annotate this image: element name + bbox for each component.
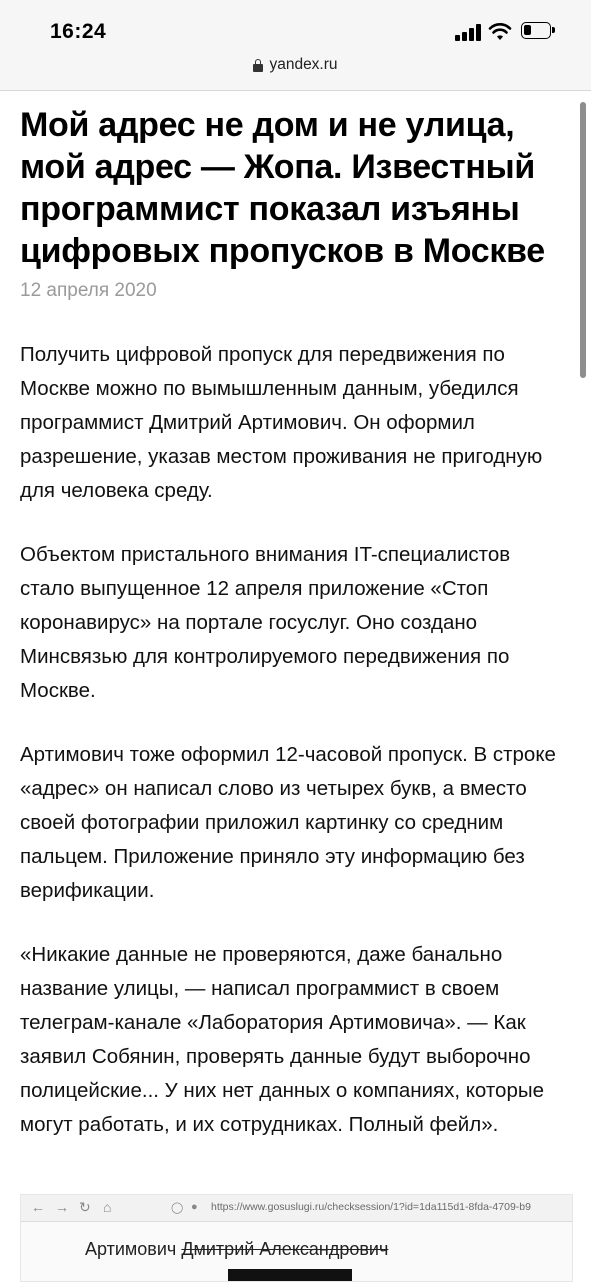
- embedded-user-name: [85, 1239, 388, 1260]
- battery-icon: [521, 22, 555, 39]
- embedded-screenshot: [20, 1194, 573, 1282]
- article-title: Мой адрес не дом и не улица, мой адрес — Жопа. Известный программист показал изъяны цифровых пропусков в Москве: [20, 106, 545, 270]
- name-plain: Артимович: [85, 1239, 182, 1259]
- wifi-icon: [488, 21, 512, 41]
- forward-arrow-icon: →: [55, 1199, 69, 1215]
- shield-icon: ◯: [171, 1202, 184, 1214]
- reload-icon: ↻: [79, 1199, 91, 1215]
- url-text: yandex.ru: [269, 56, 338, 73]
- article-date: 12 апреля 2020: [20, 280, 157, 301]
- header-divider: [0, 90, 591, 91]
- redaction-bar: [228, 1269, 352, 1282]
- article-paragraph: Получить цифровой пропуск для передвижения по Москве можно по вымышленным данным, убедился программист Дмитрий Артимович. Он оформил разрешение, указав местом проживания не пригодную для человека среду.: [20, 343, 543, 502]
- embedded-url: https://www.gosuslugi.ru/checksession/1?id=1da115d1-8fda-4709-b9: [211, 1201, 531, 1213]
- article: [20, 104, 565, 1142]
- lock-icon: ●: [191, 1201, 198, 1213]
- status-bar: [0, 0, 591, 90]
- lock-icon: [253, 60, 263, 70]
- address-bar[interactable]: [0, 56, 591, 74]
- status-time: 16:24: [50, 20, 107, 43]
- embedded-browser-bar: [21, 1195, 572, 1222]
- article-paragraph: «Никакие данные не проверяются, даже банально название улицы, — написал программист в своем телеграм-канале «Лаборатория Артимовича». — Как заявил Собянин, проверять данные будут выборочно полицейские... У них нет данных о компаниях, которые могут работать, и их сотрудниках. Полный фейл».: [20, 943, 544, 1136]
- article-paragraph: Артимович тоже оформил 12-часовой пропуск. В строке «адрес» он написал слово из четырех букв, а вместо своей фотографии приложил картинку со средним пальцем. Приложение приняло эту информацию без верификации.: [20, 743, 556, 902]
- back-arrow-icon: ←: [31, 1199, 45, 1215]
- article-paragraph: Объектом пристального внимания IT-специалистов стало выпущенное 12 апреля приложение «Стоп коронавирус» на портале госуслуг. Оно создано Минсвязью для контролируемого передвижения по Москве.: [20, 543, 511, 702]
- signal-icon: [455, 24, 483, 41]
- scroll-indicator[interactable]: [580, 102, 586, 378]
- name-struck: Дмитрий Александрович: [181, 1239, 389, 1259]
- home-icon: ⌂: [103, 1199, 112, 1215]
